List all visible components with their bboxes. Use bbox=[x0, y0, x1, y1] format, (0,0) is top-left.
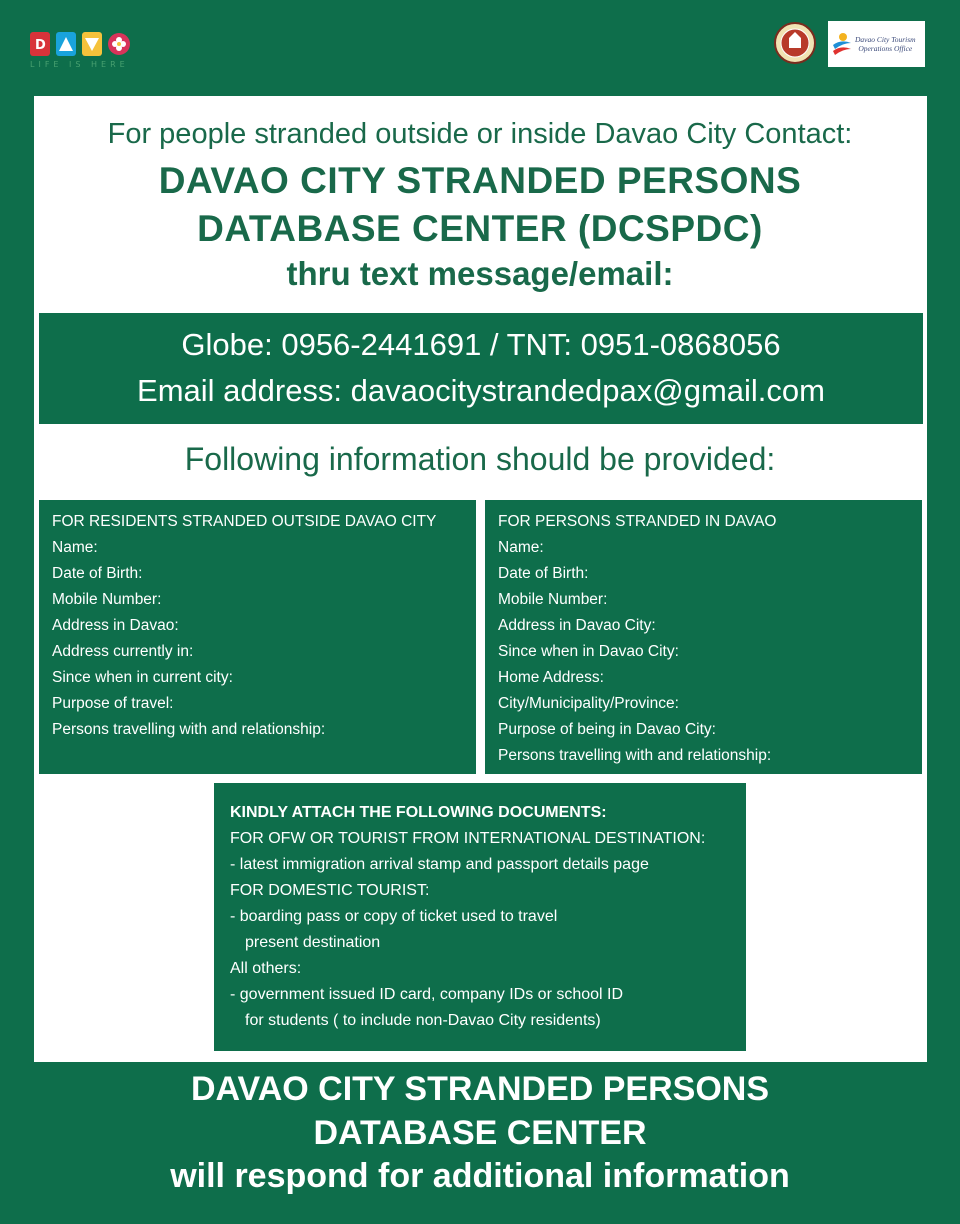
tourism-logo-line2: Operations Office bbox=[858, 44, 913, 53]
flower-icon bbox=[111, 36, 127, 52]
persons-in-davao-box bbox=[485, 500, 922, 774]
list-item: Address in Davao: bbox=[52, 617, 179, 634]
tourism-swirl-icon bbox=[831, 31, 853, 57]
email-address: Email address: davaocitystrandedpax@gmail.com bbox=[137, 373, 825, 408]
documents-box bbox=[214, 783, 746, 1051]
phone-numbers: Globe: 0956-2441691 / TNT: 0951-0868056 bbox=[181, 327, 781, 362]
davao-logo-a-icon bbox=[58, 36, 74, 52]
davao-logo-tile-v bbox=[82, 32, 102, 56]
list-item: Name: bbox=[52, 539, 98, 556]
footer-line-1: DAVAO CITY STRANDED PERSONS bbox=[190, 1070, 770, 1108]
list-item: Since when in Davao City: bbox=[498, 643, 679, 660]
list-item: Persons travelling with and relationship: bbox=[498, 747, 772, 764]
list-item: FOR DOMESTIC TOURIST: bbox=[230, 882, 430, 899]
persons-in-davao-heading: FOR PERSONS STRANDED IN DAVAO bbox=[498, 513, 777, 530]
svg-text:D: D bbox=[35, 38, 46, 52]
list-item: Purpose of travel: bbox=[52, 695, 174, 712]
tourism-office-logo bbox=[828, 21, 925, 67]
davao-logo-tile-d bbox=[30, 32, 50, 56]
documents-heading: KINDLY ATTACH THE FOLLOWING DOCUMENTS: bbox=[230, 804, 607, 821]
list-item: FOR OFW OR TOURIST FROM INTERNATIONAL DESTINATION: bbox=[230, 830, 706, 847]
list-item: Mobile Number: bbox=[52, 591, 162, 608]
davao-logo-flower bbox=[108, 33, 130, 55]
title-line-1: DAVAO CITY STRANDED PERSONS bbox=[158, 160, 802, 201]
list-item: Date of Birth: bbox=[52, 565, 143, 582]
residents-outside-box bbox=[39, 500, 476, 774]
list-item: All others: bbox=[230, 960, 302, 977]
list-item: Home Address: bbox=[498, 669, 604, 686]
list-item: Purpose of being in Davao City: bbox=[498, 721, 716, 738]
residents-outside-heading: FOR RESIDENTS STRANDED OUTSIDE DAVAO CITY bbox=[52, 513, 437, 530]
davao-logo bbox=[30, 32, 142, 72]
footer-line-3: will respond for additional information bbox=[170, 1157, 790, 1195]
footer-line-2: DATABASE CENTER bbox=[313, 1114, 647, 1152]
list-item: Date of Birth: bbox=[498, 565, 589, 582]
list-item: Since when in current city: bbox=[52, 669, 233, 686]
list-item: Address currently in: bbox=[52, 643, 194, 660]
city-seal-icon bbox=[774, 22, 816, 64]
list-item: Name: bbox=[498, 539, 544, 556]
davao-logo-d-icon bbox=[33, 36, 47, 52]
title-line-3: thru text message/email: bbox=[286, 255, 674, 292]
list-item: - government issued ID card, company IDs or school ID bbox=[230, 986, 624, 1003]
list-item: - latest immigration arrival stamp and passport details page bbox=[230, 856, 649, 873]
davao-logo-tile-a bbox=[56, 32, 76, 56]
tourism-logo-line1: Davao City Tourism bbox=[855, 35, 916, 44]
list-item: for students ( to include non-Davao City residents) bbox=[245, 1012, 601, 1029]
intro-lead: For people stranded outside or inside Davao City Contact: bbox=[107, 118, 853, 150]
title-line-2: DATABASE CENTER (DCSPDC) bbox=[197, 208, 763, 249]
contact-box bbox=[39, 313, 923, 424]
list-item: City/Municipality/Province: bbox=[498, 695, 679, 712]
davao-logo-v-icon bbox=[84, 36, 100, 52]
davao-logo-tagline: LIFE IS HERE bbox=[30, 60, 129, 69]
list-item: Address in Davao City: bbox=[498, 617, 656, 634]
list-item: - boarding pass or copy of ticket used to travel bbox=[230, 908, 558, 925]
list-item: present destination bbox=[245, 934, 381, 951]
list-item: Mobile Number: bbox=[498, 591, 608, 608]
list-item: Persons travelling with and relationship: bbox=[52, 721, 326, 738]
info-heading: Following information should be provided: bbox=[184, 441, 776, 477]
